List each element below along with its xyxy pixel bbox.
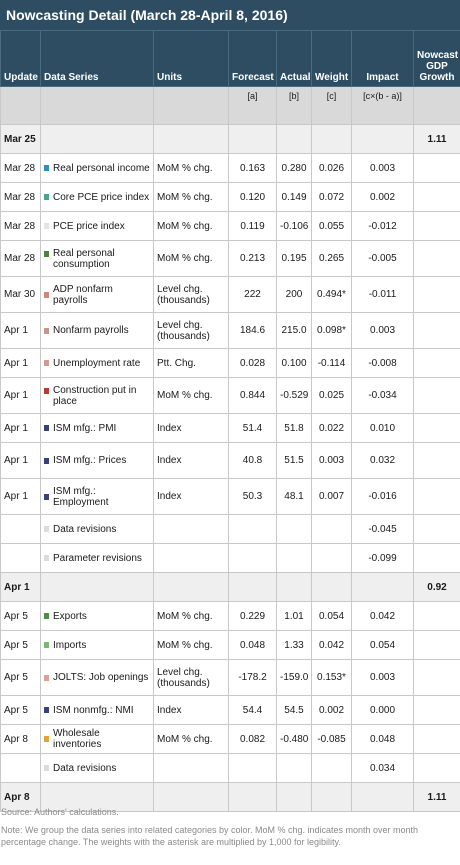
actual-value: 0.280 bbox=[277, 154, 312, 183]
weight-value: 0.026 bbox=[312, 154, 352, 183]
series-cell bbox=[41, 479, 154, 515]
header-forecast: Forecast bbox=[229, 31, 277, 87]
empty-cell bbox=[229, 573, 277, 602]
series-label: Unemployment rate bbox=[53, 357, 141, 369]
subheader-weight: [c] bbox=[312, 87, 352, 125]
series-cell bbox=[41, 754, 154, 783]
table-row bbox=[1, 183, 460, 212]
units-cell bbox=[154, 544, 229, 573]
header-update: Update bbox=[1, 31, 41, 87]
series-cell bbox=[41, 515, 154, 544]
actual-value: 0.149 bbox=[277, 183, 312, 212]
table-row bbox=[1, 544, 460, 573]
units-cell bbox=[154, 515, 229, 544]
weight-value: 0.072 bbox=[312, 183, 352, 212]
units-cell: Level chg. (thousands) bbox=[154, 313, 229, 349]
impact-value: -0.012 bbox=[352, 212, 414, 241]
units-cell: MoM % chg. bbox=[154, 212, 229, 241]
table-row bbox=[1, 154, 460, 183]
forecast-value: 0.844 bbox=[229, 378, 277, 414]
actual-value: 51.5 bbox=[277, 443, 312, 479]
series-label: Exports bbox=[53, 610, 87, 622]
source-note: Source: Authors' calculations. bbox=[1, 807, 119, 817]
nowcast-cell bbox=[414, 212, 460, 241]
weight-value: 0.494* bbox=[312, 277, 352, 313]
table-row bbox=[1, 754, 460, 783]
impact-value: 0.003 bbox=[352, 154, 414, 183]
series-cell bbox=[41, 154, 154, 183]
category-color-swatch bbox=[44, 458, 49, 464]
update-date: Apr 5 bbox=[1, 696, 41, 725]
series-cell bbox=[41, 349, 154, 378]
category-color-swatch bbox=[44, 526, 49, 532]
update-date: Apr 5 bbox=[1, 660, 41, 696]
table-row bbox=[1, 443, 460, 479]
nowcast-cell bbox=[414, 414, 460, 443]
update-date: Apr 1 bbox=[1, 349, 41, 378]
actual-value bbox=[277, 515, 312, 544]
actual-value: -159.0 bbox=[277, 660, 312, 696]
forecast-value: 0.213 bbox=[229, 241, 277, 277]
forecast-value: 184.6 bbox=[229, 313, 277, 349]
series-label: Imports bbox=[53, 639, 87, 651]
actual-value: -0.106 bbox=[277, 212, 312, 241]
actual-value: 1.33 bbox=[277, 631, 312, 660]
units-cell: Level chg. (thousands) bbox=[154, 277, 229, 313]
actual-value: -0.480 bbox=[277, 725, 312, 754]
table-row bbox=[1, 602, 460, 631]
weight-value: 0.055 bbox=[312, 212, 352, 241]
weight-value: -0.114 bbox=[312, 349, 352, 378]
table-row bbox=[1, 313, 460, 349]
impact-value: -0.016 bbox=[352, 479, 414, 515]
series-cell bbox=[41, 378, 154, 414]
actual-value: -0.529 bbox=[277, 378, 312, 414]
update-date: Apr 8 bbox=[1, 725, 41, 754]
subheader-forecast: [a] bbox=[229, 87, 277, 125]
series-label: Real personal consumption bbox=[53, 247, 115, 270]
series-cell bbox=[41, 277, 154, 313]
summary-row bbox=[1, 125, 460, 154]
nowcast-cell bbox=[414, 378, 460, 414]
weight-value bbox=[312, 515, 352, 544]
weight-value: 0.003 bbox=[312, 443, 352, 479]
forecast-value: 0.120 bbox=[229, 183, 277, 212]
nowcast-table bbox=[0, 30, 460, 812]
impact-value: -0.034 bbox=[352, 378, 414, 414]
units-cell: Index bbox=[154, 479, 229, 515]
forecast-value: 40.8 bbox=[229, 443, 277, 479]
nowcast-cell bbox=[414, 602, 460, 631]
update-date: Apr 1 bbox=[1, 378, 41, 414]
units-cell: Level chg. (thousands) bbox=[154, 660, 229, 696]
subheader-actual: [b] bbox=[277, 87, 312, 125]
header-impact: Impact bbox=[352, 31, 414, 87]
forecast-value: 54.4 bbox=[229, 696, 277, 725]
weight-value: 0.054 bbox=[312, 602, 352, 631]
table-row bbox=[1, 515, 460, 544]
nowcast-cell bbox=[414, 277, 460, 313]
units-cell: MoM % chg. bbox=[154, 725, 229, 754]
header-units: Units bbox=[154, 31, 229, 87]
series-cell bbox=[41, 544, 154, 573]
actual-value: 48.1 bbox=[277, 479, 312, 515]
category-color-swatch bbox=[44, 328, 49, 334]
subheader-blank bbox=[154, 87, 229, 125]
impact-value: 0.003 bbox=[352, 660, 414, 696]
category-color-swatch bbox=[44, 675, 49, 681]
forecast-value: -178.2 bbox=[229, 660, 277, 696]
weight-value: 0.098* bbox=[312, 313, 352, 349]
series-label: ISM nonmfg.: NMI bbox=[53, 704, 134, 716]
series-label: ADP nonfarm payrolls bbox=[53, 283, 113, 306]
weight-value: 0.025 bbox=[312, 378, 352, 414]
nowcast-cell bbox=[414, 313, 460, 349]
impact-value: 0.042 bbox=[352, 602, 414, 631]
nowcast-cell bbox=[414, 479, 460, 515]
update-date: Mar 28 bbox=[1, 183, 41, 212]
series-label: Construction put in place bbox=[53, 384, 137, 407]
category-color-swatch bbox=[44, 388, 49, 394]
forecast-value: 0.082 bbox=[229, 725, 277, 754]
weight-value: -0.085 bbox=[312, 725, 352, 754]
category-color-swatch bbox=[44, 360, 49, 366]
update-date bbox=[1, 754, 41, 783]
footnote: Note: We group the data series into related categories by color. MoM % chg. indicates month over month percentage change. The weights with the asterisk are multiplied by 1,000 for legibility. bbox=[1, 825, 419, 847]
series-cell bbox=[41, 631, 154, 660]
forecast-value bbox=[229, 544, 277, 573]
series-cell bbox=[41, 696, 154, 725]
actual-value bbox=[277, 544, 312, 573]
weight-value bbox=[312, 754, 352, 783]
category-color-swatch bbox=[44, 707, 49, 713]
table-row bbox=[1, 696, 460, 725]
summary-date: Apr 1 bbox=[1, 573, 41, 602]
actual-value: 54.5 bbox=[277, 696, 312, 725]
forecast-value: 0.119 bbox=[229, 212, 277, 241]
nowcast-value: 1.11 bbox=[414, 125, 460, 154]
actual-value: 200 bbox=[277, 277, 312, 313]
update-date: Apr 5 bbox=[1, 602, 41, 631]
summary-row bbox=[1, 573, 460, 602]
empty-cell bbox=[312, 573, 352, 602]
units-cell: MoM % chg. bbox=[154, 378, 229, 414]
header-actual: Actual bbox=[277, 31, 312, 87]
impact-value: 0.010 bbox=[352, 414, 414, 443]
nowcast-cell bbox=[414, 660, 460, 696]
summary-date: Apr 8 bbox=[1, 783, 41, 812]
series-label: Nonfarm payrolls bbox=[53, 325, 129, 336]
units-cell: Index bbox=[154, 443, 229, 479]
impact-value: -0.005 bbox=[352, 241, 414, 277]
table-row bbox=[1, 349, 460, 378]
series-label: PCE price index bbox=[53, 220, 125, 232]
impact-value: 0.054 bbox=[352, 631, 414, 660]
series-label: JOLTS: Job openings bbox=[53, 672, 149, 683]
units-cell: MoM % chg. bbox=[154, 602, 229, 631]
units-cell: Index bbox=[154, 414, 229, 443]
impact-value: 0.032 bbox=[352, 443, 414, 479]
subheader-impact: [c×(b - a)] bbox=[352, 87, 414, 125]
series-label: Data revisions bbox=[53, 762, 117, 774]
category-color-swatch bbox=[44, 425, 49, 431]
category-color-swatch bbox=[44, 555, 49, 561]
subheader-blank bbox=[1, 87, 41, 125]
weight-value: 0.007 bbox=[312, 479, 352, 515]
units-cell: MoM % chg. bbox=[154, 154, 229, 183]
weight-value: 0.042 bbox=[312, 631, 352, 660]
table-row bbox=[1, 631, 460, 660]
forecast-value: 51.4 bbox=[229, 414, 277, 443]
series-cell bbox=[41, 602, 154, 631]
impact-value: -0.045 bbox=[352, 515, 414, 544]
table-row bbox=[1, 378, 460, 414]
category-color-swatch bbox=[44, 223, 49, 229]
empty-cell bbox=[352, 573, 414, 602]
empty-cell bbox=[352, 125, 414, 154]
actual-value bbox=[277, 754, 312, 783]
impact-value: 0.003 bbox=[352, 313, 414, 349]
category-color-swatch bbox=[44, 251, 49, 257]
update-date: Mar 28 bbox=[1, 154, 41, 183]
series-cell bbox=[41, 313, 154, 349]
impact-value: 0.048 bbox=[352, 725, 414, 754]
units-cell: Index bbox=[154, 696, 229, 725]
nowcast-cell bbox=[414, 544, 460, 573]
nowcast-cell bbox=[414, 754, 460, 783]
empty-cell bbox=[41, 573, 154, 602]
update-date: Apr 1 bbox=[1, 414, 41, 443]
update-date: Apr 1 bbox=[1, 479, 41, 515]
series-label: ISM mfg.: Prices bbox=[53, 455, 127, 466]
forecast-value bbox=[229, 754, 277, 783]
nowcast-cell bbox=[414, 183, 460, 212]
series-label: ISM mfg.: PMI bbox=[53, 422, 117, 434]
forecast-value: 0.048 bbox=[229, 631, 277, 660]
table-row bbox=[1, 725, 460, 754]
subheader-blank bbox=[414, 87, 460, 125]
series-cell bbox=[41, 183, 154, 212]
forecast-value: 0.028 bbox=[229, 349, 277, 378]
actual-value: 215.0 bbox=[277, 313, 312, 349]
series-label: Data revisions bbox=[53, 523, 117, 535]
series-label: Real personal income bbox=[53, 162, 150, 174]
actual-value: 0.195 bbox=[277, 241, 312, 277]
empty-cell bbox=[41, 125, 154, 154]
weight-value bbox=[312, 544, 352, 573]
subheader-blank bbox=[41, 87, 154, 125]
empty-cell bbox=[312, 125, 352, 154]
nowcast-cell bbox=[414, 631, 460, 660]
forecast-value: 0.229 bbox=[229, 602, 277, 631]
empty-cell bbox=[277, 573, 312, 602]
category-color-swatch bbox=[44, 765, 49, 771]
series-cell bbox=[41, 443, 154, 479]
category-color-swatch bbox=[44, 613, 49, 619]
impact-value: 0.002 bbox=[352, 183, 414, 212]
actual-value: 51.8 bbox=[277, 414, 312, 443]
category-color-swatch bbox=[44, 736, 49, 742]
units-cell: MoM % chg. bbox=[154, 631, 229, 660]
update-date: Apr 1 bbox=[1, 313, 41, 349]
weight-value: 0.153* bbox=[312, 660, 352, 696]
empty-cell bbox=[154, 125, 229, 154]
update-date bbox=[1, 544, 41, 573]
header-weight: Weight bbox=[312, 31, 352, 87]
table-row bbox=[1, 277, 460, 313]
forecast-value: 222 bbox=[229, 277, 277, 313]
series-label: Parameter revisions bbox=[53, 552, 142, 564]
summary-date: Mar 25 bbox=[1, 125, 41, 154]
units-cell: MoM % chg. bbox=[154, 183, 229, 212]
nowcast-cell bbox=[414, 154, 460, 183]
units-cell: MoM % chg. bbox=[154, 241, 229, 277]
category-color-swatch bbox=[44, 194, 49, 200]
series-label: Wholesale inventories bbox=[53, 728, 102, 750]
empty-cell bbox=[229, 125, 277, 154]
update-date: Apr 1 bbox=[1, 443, 41, 479]
update-date: Mar 30 bbox=[1, 277, 41, 313]
table-row bbox=[1, 660, 460, 696]
empty-cell bbox=[277, 125, 312, 154]
series-cell bbox=[41, 660, 154, 696]
nowcast-cell bbox=[414, 725, 460, 754]
header-nowcast: Nowcast GDP Growth bbox=[414, 31, 460, 87]
series-cell bbox=[41, 414, 154, 443]
nowcast-cell bbox=[414, 515, 460, 544]
impact-value: -0.008 bbox=[352, 349, 414, 378]
nowcast-cell bbox=[414, 443, 460, 479]
update-date bbox=[1, 515, 41, 544]
series-cell bbox=[41, 212, 154, 241]
series-label: ISM mfg.: Employment bbox=[53, 485, 109, 508]
table-row bbox=[1, 414, 460, 443]
nowcast-value: 1.11 bbox=[414, 783, 460, 812]
forecast-value bbox=[229, 515, 277, 544]
nowcast-value: 0.92 bbox=[414, 573, 460, 602]
table-row bbox=[1, 212, 460, 241]
actual-value: 1.01 bbox=[277, 602, 312, 631]
table-row bbox=[1, 479, 460, 515]
nowcast-cell bbox=[414, 696, 460, 725]
category-color-swatch bbox=[44, 642, 49, 648]
impact-value: 0.000 bbox=[352, 696, 414, 725]
table-title: Nowcasting Detail (March 28-April 8, 2016) bbox=[0, 0, 460, 30]
update-date: Mar 28 bbox=[1, 241, 41, 277]
impact-value: -0.099 bbox=[352, 544, 414, 573]
nowcast-cell bbox=[414, 241, 460, 277]
update-date: Apr 5 bbox=[1, 631, 41, 660]
series-label: Core PCE price index bbox=[53, 191, 150, 203]
header-series: Data Series bbox=[41, 31, 154, 87]
impact-value: 0.034 bbox=[352, 754, 414, 783]
series-cell bbox=[41, 241, 154, 277]
nowcast-cell bbox=[414, 349, 460, 378]
empty-cell bbox=[154, 573, 229, 602]
category-color-swatch bbox=[44, 494, 49, 500]
category-color-swatch bbox=[44, 292, 49, 298]
series-cell bbox=[41, 725, 154, 754]
units-cell bbox=[154, 754, 229, 783]
forecast-value: 0.163 bbox=[229, 154, 277, 183]
category-color-swatch bbox=[44, 165, 49, 171]
actual-value: 0.100 bbox=[277, 349, 312, 378]
table-row bbox=[1, 241, 460, 277]
update-date: Mar 28 bbox=[1, 212, 41, 241]
impact-value: -0.011 bbox=[352, 277, 414, 313]
weight-value: 0.002 bbox=[312, 696, 352, 725]
units-cell: Ptt. Chg. bbox=[154, 349, 229, 378]
forecast-value: 50.3 bbox=[229, 479, 277, 515]
weight-value: 0.265 bbox=[312, 241, 352, 277]
weight-value: 0.022 bbox=[312, 414, 352, 443]
